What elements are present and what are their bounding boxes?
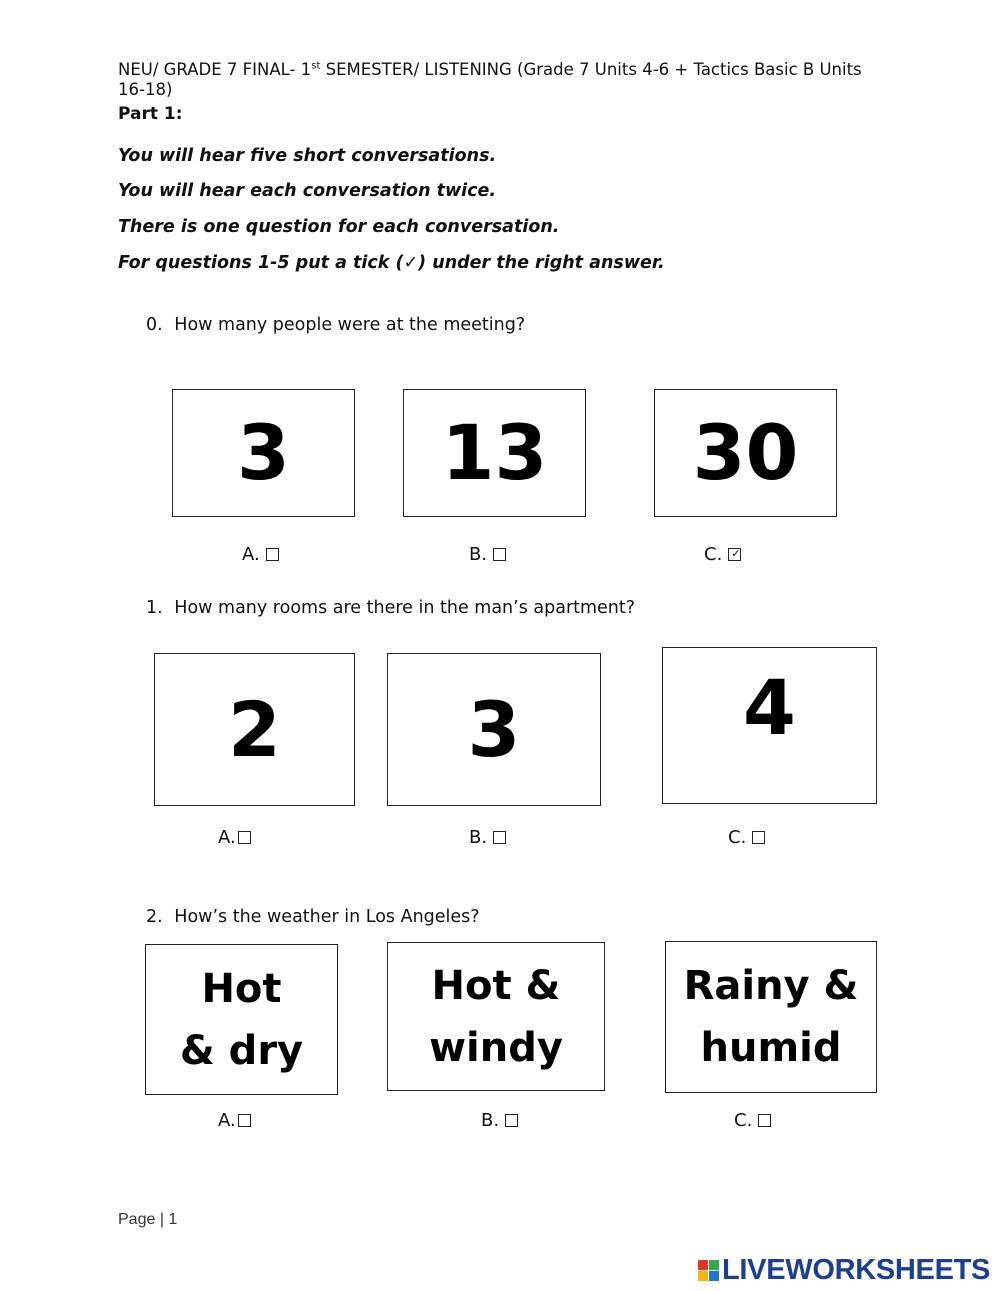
checkbox[interactable] <box>238 831 251 844</box>
option-q2-c[interactable] <box>734 1110 771 1131</box>
answer-picture-text <box>429 955 563 1079</box>
instruction-3: There is one question for each conversation. <box>118 217 560 237</box>
instruction-1: You will hear five short conversations. <box>118 146 497 166</box>
answer-box-q2-a <box>145 944 338 1095</box>
liveworksheets-logo[interactable] <box>698 1254 990 1286</box>
option-q0-b[interactable] <box>469 544 506 565</box>
answer-picture-text: 4 <box>743 663 796 752</box>
answer-box-q1-c <box>662 647 877 804</box>
header-text-suffix: SEMESTER/ LISTENING (Grade 7 Units 4-6 + Tactics Basic B Units 16-18) <box>118 60 862 99</box>
document-header <box>118 60 888 100</box>
answer-picture-text <box>684 955 859 1079</box>
answer-box-q0-a <box>172 389 355 517</box>
checkbox[interactable] <box>505 1114 518 1127</box>
option-q1-b[interactable] <box>469 827 506 848</box>
option-label: B. <box>469 544 488 565</box>
checkbox[interactable] <box>493 831 506 844</box>
option-label: C. <box>704 544 723 565</box>
question-1 <box>146 598 635 618</box>
answer-line-1: Hot & <box>431 962 561 1009</box>
answer-picture-text: 2 <box>228 684 281 774</box>
header-text: NEU/ GRADE 7 FINAL- 1 <box>118 60 312 79</box>
checkbox[interactable] <box>752 831 765 844</box>
question-text: How’s the weather in Los Angeles? <box>174 907 480 927</box>
instruction-2: You will hear each conversation twice. <box>118 181 497 201</box>
checkbox[interactable] <box>493 548 506 561</box>
part-title: Part 1: <box>118 104 183 124</box>
liveworksheets-logo-icon <box>698 1260 719 1281</box>
question-text: How many rooms are there in the man’s apartment? <box>174 598 636 618</box>
option-label: B. <box>469 827 488 848</box>
header-superscript: st <box>311 60 321 72</box>
question-number: 1. <box>146 598 163 618</box>
answer-line-2: humid <box>700 1025 842 1071</box>
instruction-4: For questions 1-5 put a tick (✓) under the right answer. <box>118 253 665 273</box>
answer-picture-text: 3 <box>467 684 521 774</box>
question-number: 2. <box>146 907 163 927</box>
option-q2-a[interactable] <box>218 1110 251 1131</box>
answer-line-1: Rainy & <box>683 963 859 1009</box>
answer-picture-text: 3 <box>237 408 290 497</box>
logo-text: LIVEWORKSHEETS <box>722 1253 991 1286</box>
answer-box-q1-b <box>387 653 601 806</box>
checkmark-icon: ✓ <box>731 547 741 560</box>
answer-picture-text: 30 <box>692 408 799 497</box>
option-label: A. <box>218 1110 236 1131</box>
answer-box-q0-c <box>654 389 837 517</box>
question-0 <box>146 315 525 335</box>
answer-line-2: windy <box>429 1024 563 1071</box>
answer-box-q2-c <box>665 941 877 1093</box>
question-number: 0. <box>146 315 163 335</box>
option-q1-a[interactable] <box>218 827 251 848</box>
checkbox[interactable] <box>266 548 279 561</box>
answer-box-q2-b <box>387 942 605 1091</box>
option-q1-c[interactable] <box>728 827 765 848</box>
page-footer: Page | 1 <box>118 1211 178 1228</box>
option-q2-b[interactable] <box>481 1110 518 1131</box>
option-label: A. <box>242 544 260 565</box>
answer-box-q1-a <box>154 653 355 806</box>
answer-line-1: Hot <box>201 965 282 1012</box>
checkbox[interactable] <box>238 1114 251 1127</box>
option-q0-a[interactable] <box>242 544 279 565</box>
option-label: C. <box>728 827 747 848</box>
checkbox[interactable] <box>758 1114 771 1127</box>
answer-picture-text: 13 <box>441 408 548 497</box>
option-label: B. <box>481 1110 500 1131</box>
answer-box-q0-b <box>403 389 586 517</box>
answer-picture-text <box>180 958 303 1082</box>
question-text: How many people were at the meeting? <box>174 315 526 335</box>
option-label: C. <box>734 1110 753 1131</box>
checkbox-checked[interactable] <box>728 548 741 561</box>
option-q0-c[interactable] <box>704 544 741 565</box>
option-label: A. <box>218 827 236 848</box>
answer-line-2: & dry <box>179 1027 304 1074</box>
question-2 <box>146 907 480 927</box>
